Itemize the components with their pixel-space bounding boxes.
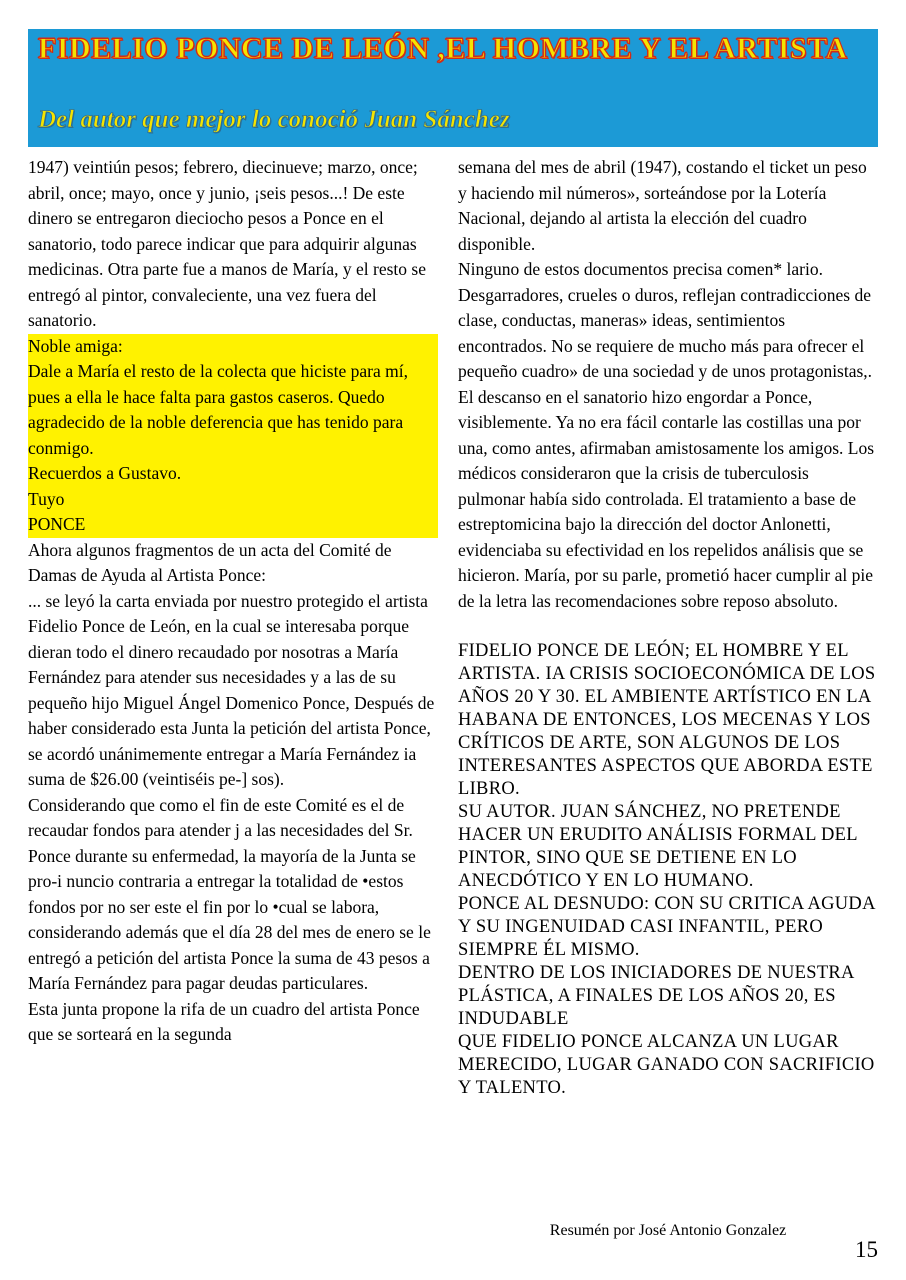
right-paragraph-2: Ninguno de estos documentos precisa comen* lario. Desgarradores, crueles o duros, reflejan contradicciones de clase, conductas, maneras» ideas, sentimientos encontrados. No se requiere de mucho más para ofrecer el pequeño cuadro» de una sociedad y de unos protagonistas,. [458, 259, 873, 381]
blurb-paragraph-1: FIDELIO PONCE DE LEÓN; EL HOMBRE Y EL ARTISTA. IA CRISIS SOCIOECONÓMICA DE LOS AÑOS 20 Y 30. EL AMBIENTE ARTÍSTICO EN LA HABANA DE ENTONCES, LOS MECENAS Y LOS CRÍTICOS DE ARTE, SON ALGUNOS DE LOS INTERESANTES ASPECTOS QUE ABORDA ESTE LIBRO. [458, 641, 876, 799]
left-paragraph-4: Considerando que como el fin de este Comité es el de recaudar fondos para atender j a las necesidades del Sr. Ponce durante su enfermedad, la mayoría de la Junta se pro-i nuncio contraria a entregar la totalidad de •estos fondos por no ser este el fin por lo •cual se labora, considerando además que el día 28 del mes de enero se le entregó a petición del artista Ponce la suma de 43 pesos a María Fernández para pagar deudas particulares. [28, 794, 431, 993]
page-number: 15 [855, 1237, 878, 1262]
letter-greeting: Recuerdos a Gustavo. [28, 461, 438, 487]
letter-closing: Tuyo [28, 487, 438, 513]
page-subtitle: Del autor que mejor lo conoció Juan Sánchez [38, 106, 510, 133]
blurb-paragraph-4: DENTRO DE LOS INICIADORES DE NUESTRA PLÁSTICA, A FINALES DE LOS AÑOS 20, ES INDUDABLE [458, 963, 854, 1029]
left-paragraph-3: ... se leyó la carta enviada por nuestro protegido el artista Fidelio Ponce de León, en la cual se interesaba porque dieran todo el dinero recaudado por nosotras a María Fernández para atender sus necesidades y a las de su pequeño hijo Miguel Ángel Domenico Ponce, Después de haber considerado esta Junta la petición del artista Ponce, se acordó unánimemente entregar a María Fernández ia suma de $26.00 (veintiséis pe-] sos). [28, 590, 435, 789]
book-blurb [458, 640, 878, 1100]
blurb-paragraph-3: PONCE AL DESNUDO: CON SU CRITICA AGUDA Y SU INGENUIDAD CASI INFANTIL, PERO SIEMPRE ÉL MISMO. [458, 894, 875, 960]
left-paragraph-2: Ahora algunos fragmentos de un acta del Comité de Damas de Ayuda al Artista Ponce: [28, 539, 392, 585]
letter-body: Dale a María el resto de la colecta que hiciste para mí, pues a ella le hace falta para gastos caseros. Quedo agradecido de la noble deferencia que has tenido para conmigo. [28, 359, 438, 461]
author-credit: Resumén por José Antonio Gonzalez [549, 1222, 787, 1239]
letter-salutation: Noble amiga: [28, 334, 438, 360]
right-paragraph-3: El descanso en el sanatorio hizo engordar a Ponce, visiblemente. Ya no era fácil contarle las costillas una por una, como antes, afirmaban amistosamente los amigos. Los médicos consideraron que la crisis de tuberculosis pulmonar había sido controlada. El tratamiento a base de estreptomicina bajo la dirección del doctor Anlonetti, evidenciaba su efectividad en los repelidos análisis que se hicieron. María, por su parle, prometió hacer cumplir al pie de la letra las recomendaciones sobre reposo absoluto. [458, 386, 875, 611]
page-title: FIDELIO PONCE DE LEÓN ,EL HOMBRE Y EL ARTISTA [38, 32, 848, 65]
header-banner [28, 29, 878, 147]
blurb-paragraph-2: SU AUTOR. JUAN SÁNCHEZ, NO PRETENDE HACER UN ERUDITO ANÁLISIS FORMAL DEL PINTOR, SINO QUE SE DETIENE EN LO ANECDÓTICO Y EN LO HUMANO. [458, 802, 858, 891]
blurb-paragraph-5: QUE FIDELIO PONCE ALCANZA UN LUGAR MERECIDO, LUGAR GANADO CON SACRIFICIO Y TALENTO. [458, 1032, 875, 1098]
right-paragraph-1: semana del mes de abril (1947), costando el ticket un peso y haciendo mil números», sorteándose por la Lotería Nacional, dejando al artista la elección del cuadro disponible. [458, 157, 867, 254]
letter-signature: PONCE [28, 512, 438, 538]
left-paragraph-1: 1947) veintiún pesos; febrero, diecinueve; marzo, once; abril, once; mayo, once y junio, ¡seis pesos...! De este dinero se entregaron dieciocho pesos a Ponce en el sanatorio, todo parece indicar que para adquirir algunas medicinas. Otra parte fue a manos de María, y el resto se entregó al pintor, convaleciente, una vez fuera del sanatorio. [28, 157, 426, 330]
right-column [458, 155, 878, 1100]
left-column [28, 155, 438, 1048]
left-paragraph-5: Esta junta propone la rifa de un cuadro del artista Ponce que se sorteará en la segunda [28, 998, 420, 1044]
